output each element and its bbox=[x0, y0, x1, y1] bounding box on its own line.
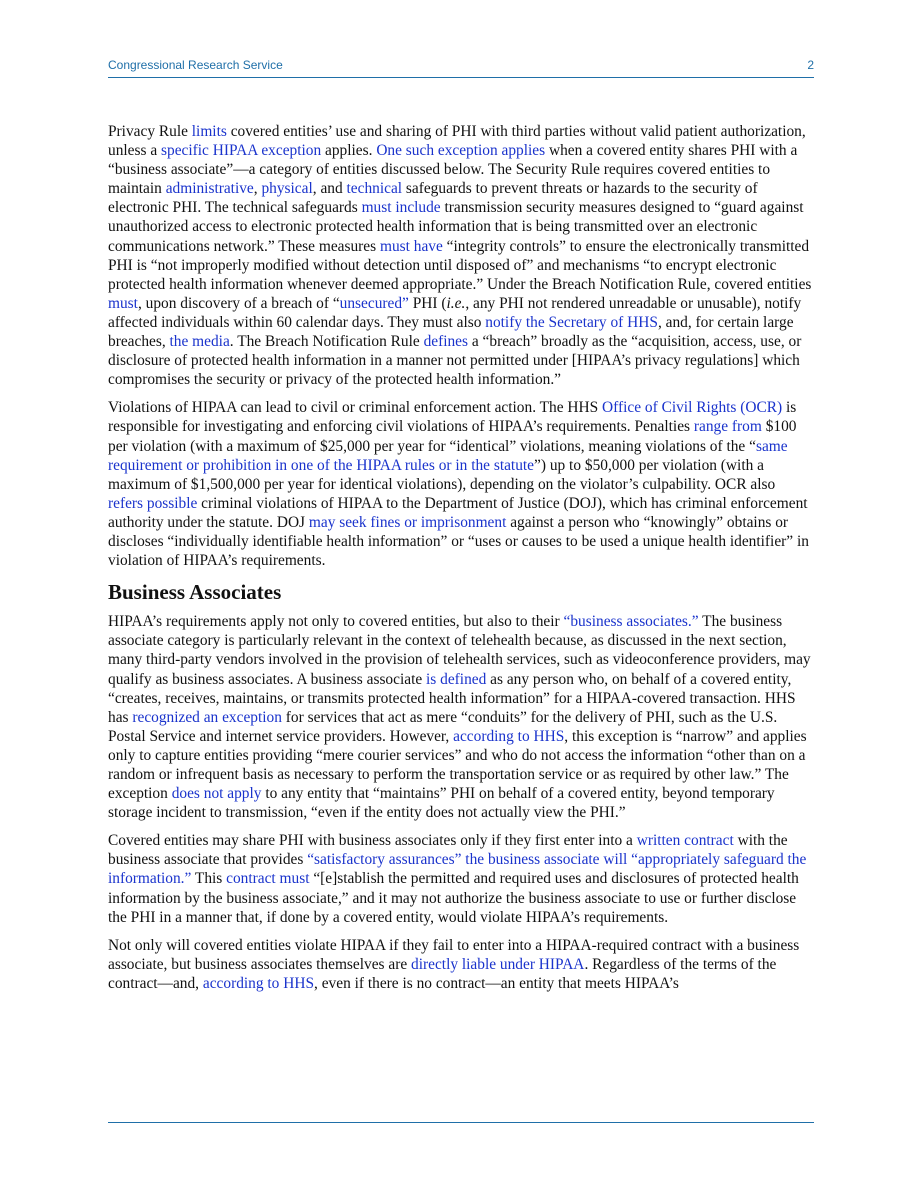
text: HIPAA’s requirements apply not only to covered entities, but also to their bbox=[108, 613, 564, 631]
link-technical[interactable]: technical bbox=[346, 180, 403, 198]
paragraph-privacy-rule bbox=[108, 122, 814, 389]
link-is-defined[interactable]: is defined bbox=[426, 670, 487, 688]
link-satisfactory-assurances[interactable]: “satisfactory assurances” the business associate will “appropriately safeguard the information.” bbox=[108, 851, 807, 888]
link-must-include[interactable]: must include bbox=[361, 199, 441, 217]
text: , and, for certain large breaches, bbox=[108, 313, 794, 351]
page-header bbox=[108, 57, 814, 78]
link-administrative[interactable]: administrative bbox=[165, 180, 254, 198]
link-one-such-exception[interactable]: One such exception applies bbox=[376, 142, 546, 160]
text: for services that act as mere “conduits” for the delivery of PHI, such as the U.S. Postal Service and internet service providers. However, bbox=[108, 708, 778, 745]
text: This bbox=[191, 870, 227, 888]
link-range-from[interactable]: range from bbox=[693, 418, 762, 436]
link-same-requirement[interactable]: same requirement or prohibition in one of the HIPAA rules or in the statute bbox=[108, 437, 788, 474]
text: against a person who “knowingly” obtains or discloses “individually identifiable health information” or “uses or causes to be used a unique health identifier” in violation of HIPAA’s requirements. bbox=[108, 513, 809, 570]
text: “integrity controls” to ensure the electronically transmitted PHI is “not improperly modified without detection until disposed of” and mechanisms “to encrypt electronic protected health information whenever deemed appropriate.” Under the Breach Notification Rule, covered entities bbox=[108, 237, 812, 293]
text: when a covered entity shares PHI with a “business associate”—a category of entities discussed below. The Security Rule requires covered entities to maintain bbox=[108, 142, 798, 198]
text: as any person who, on behalf of a covered entity, “creates, receives, maintains, or transmits protected health information” for a HIPAA-covered transaction. HHS has bbox=[108, 670, 796, 726]
link-must[interactable]: must bbox=[108, 294, 138, 312]
text: with the business associate that provides bbox=[108, 832, 788, 869]
text: Covered entities may share PHI with business associates only if they first enter into a bbox=[108, 832, 637, 850]
paragraph-violations bbox=[108, 398, 814, 570]
text: . Regardless of the terms of the contract—and, bbox=[108, 955, 777, 992]
link-unsecured[interactable]: unsecured” bbox=[339, 294, 409, 312]
link-according-to-hhs[interactable]: according to HHS bbox=[453, 727, 565, 745]
text: The business associate category is particularly relevant in the context of telehealth because, as discussed in the next section, many third-party vendors involved in the provision of telehealth services, such as videoconference providers, may qualify as business associates. A business associate bbox=[108, 613, 811, 688]
text: , upon discovery of a breach of “ bbox=[137, 294, 340, 312]
text: , bbox=[253, 180, 262, 198]
link-physical[interactable]: physical bbox=[261, 180, 313, 198]
text: to any entity that “maintains” PHI on behalf of a covered entity, beyond temporary storage incident to transmission, “even if the entity does not actually view the PHI.” bbox=[108, 785, 775, 822]
text: safeguards to prevent threats or hazards to the security of electronic PHI. The technical safeguards bbox=[108, 180, 758, 217]
link-fines-imprisonment[interactable]: may seek fines or imprisonment bbox=[308, 513, 507, 531]
text: Not only will covered entities violate HIPAA if they fail to enter into a HIPAA-required contract with a business associate, but business associates themselves are bbox=[108, 936, 800, 973]
text: applies. bbox=[321, 142, 377, 160]
link-limits[interactable]: limits bbox=[191, 123, 227, 140]
paragraph-liability bbox=[108, 936, 814, 993]
text: transmission security measures designed to “guard against unauthorized access to electronic protected health information that is being transmitted over an electronic communications network.” These measures bbox=[108, 199, 804, 255]
text: , and bbox=[312, 180, 347, 198]
link-must-have[interactable]: must have bbox=[379, 237, 443, 255]
link-specific-hipaa-exception[interactable]: specific HIPAA exception bbox=[161, 142, 322, 160]
link-recognized-exception[interactable]: recognized an exception bbox=[132, 708, 282, 726]
text: PHI ( bbox=[408, 294, 447, 312]
link-business-associates[interactable]: “business associates.” bbox=[563, 613, 699, 631]
text: , any PHI not rendered unreadable or unusable), notify affected individuals within 60 calendar days. They must also bbox=[108, 294, 802, 331]
link-notify-secretary[interactable]: notify the Secretary of HHS bbox=[485, 313, 658, 331]
text: . The Breach Notification Rule bbox=[229, 333, 424, 351]
text-italic: i.e. bbox=[446, 294, 466, 312]
link-written-contract[interactable]: written contract bbox=[636, 832, 734, 850]
page-number: 2 bbox=[807, 58, 814, 72]
text: , this exception is “narrow” and applies only to capture entities providing “mere courier services” and who do not access the information “other than on a random or infrequent basis as necessary to perform the transportation service or as required by other law.” The exception bbox=[108, 727, 807, 803]
text: ”) up to $50,000 per violation (with a maximum of $1,500,000 per year for identical violations), depending on the violator’s culpability. OCR also bbox=[108, 456, 776, 493]
text: , even if there is no contract—an entity that meets HIPAA’s bbox=[314, 974, 679, 992]
link-the-media[interactable]: the media bbox=[169, 333, 230, 351]
link-directly-liable[interactable]: directly liable under HIPAA bbox=[411, 955, 585, 973]
link-defines[interactable]: defines bbox=[423, 333, 469, 351]
link-contract-must[interactable]: contract must bbox=[226, 870, 310, 888]
text: a “breach” broadly as the “acquisition, access, use, or disclosure of protected health information in a manner not permitted under [HIPAA’s privacy regulations] which compromises the security or privacy of the protected health information.” bbox=[108, 333, 802, 389]
text: Privacy Rule bbox=[108, 123, 192, 140]
link-according-to-hhs-2[interactable]: according to HHS bbox=[202, 974, 315, 992]
document-body bbox=[108, 122, 814, 1002]
text: “[e]stablish the permitted and required uses and disclosures of protected health information by the business associate,” and it may not authorize the business associate to use or further disclose the PHI in a manner that, if done by a covered entity, would violate HIPAA’s requirements. bbox=[108, 870, 799, 926]
link-does-not-apply[interactable]: does not apply bbox=[171, 785, 262, 803]
link-refers-possible[interactable]: refers possible bbox=[108, 494, 198, 512]
footer-divider bbox=[108, 1122, 814, 1123]
text: $100 per violation (with a maximum of $25,000 per year for “identical” violations, meaning violations of the “ bbox=[108, 418, 797, 455]
text: Violations of HIPAA can lead to civil or criminal enforcement action. The HHS bbox=[108, 399, 603, 417]
section-heading: Business Associates bbox=[108, 580, 282, 605]
header-org: Congressional Research Service bbox=[108, 58, 283, 72]
text: criminal violations of HIPAA to the Department of Justice (DOJ), which has criminal enforcement authority under the statute. DOJ bbox=[108, 494, 808, 531]
text: covered entities’ use and sharing of PHI with third parties without valid patient authorization, unless a bbox=[108, 123, 806, 160]
paragraph-business-associates bbox=[108, 612, 814, 822]
text: is responsible for investigating and enforcing civil violations of HIPAA’s requirements. Penalties bbox=[108, 399, 797, 436]
paragraph-contracts bbox=[108, 831, 814, 926]
link-ocr[interactable]: Office of Civil Rights (OCR) bbox=[602, 399, 783, 417]
